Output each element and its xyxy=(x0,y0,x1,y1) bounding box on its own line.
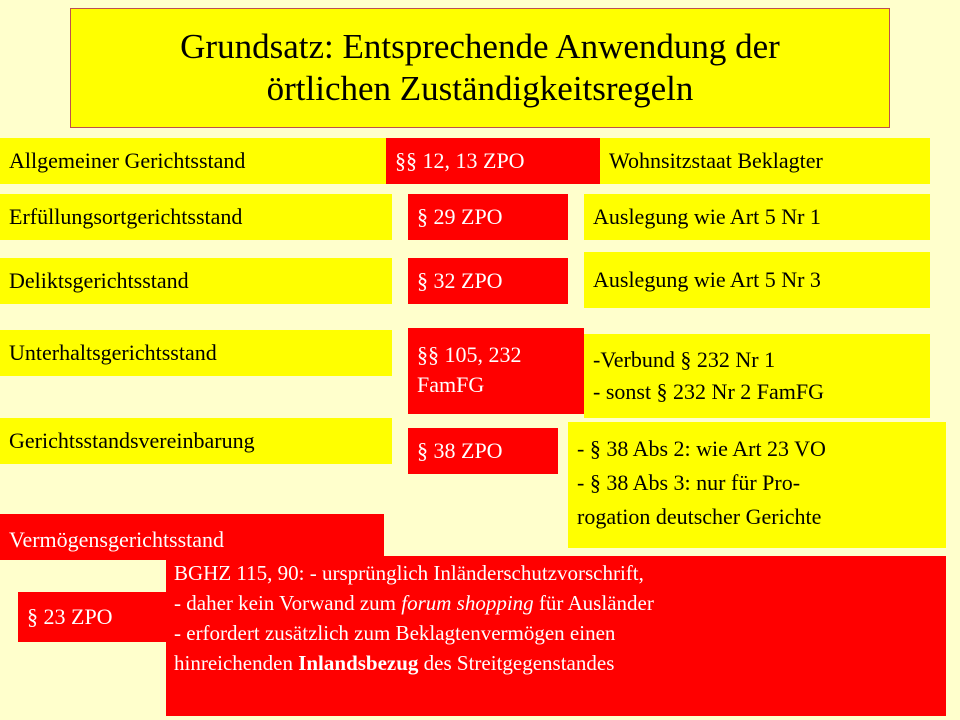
forum-shopping-term: forum shopping xyxy=(401,591,534,615)
norm-38-zpo xyxy=(408,428,558,474)
label-allgemeiner-gerichtsstand xyxy=(0,138,390,184)
label-delikt xyxy=(0,258,392,304)
norm-105-232-famfg xyxy=(408,328,584,414)
note-auslegung-art-5-nr-1 xyxy=(584,194,930,240)
title-line-2: örtlichen Zuständigkeitsregeln xyxy=(266,69,694,108)
norm-29-zpo xyxy=(408,194,568,240)
label-text: Vermögensgerichtsstand xyxy=(9,527,225,552)
note-line-2: - sonst § 232 Nr 2 FamFG xyxy=(593,379,825,404)
bghz-explanation xyxy=(166,556,946,716)
bghz-line-2-pre: - daher kein Vorwand zum xyxy=(174,591,402,615)
bghz-line-1: BGHZ 115, 90: - ursprünglich Inländerschutzvorschrift, xyxy=(174,561,644,585)
norm-text: §§ 12, 13 ZPO xyxy=(395,148,525,173)
norm-12-13-zpo xyxy=(386,138,600,184)
note-line-1: -Verbund § 232 Nr 1 xyxy=(593,347,776,372)
note-wohnsitzstaat xyxy=(600,138,930,184)
title-line-1: Grundsatz: Entsprechende Anwendung der xyxy=(180,27,780,66)
note-line-2: - § 38 Abs 3: nur für Pro- xyxy=(577,470,801,495)
label-erfuellungsort xyxy=(0,194,392,240)
norm-text: § 23 ZPO xyxy=(27,604,113,629)
bghz-line-3: - erfordert zusätzlich zum Beklagtenvermögen einen xyxy=(174,621,616,645)
note-line-3: rogation deutscher Gerichte xyxy=(577,504,822,529)
label-text: Erfüllungsortgerichtsstand xyxy=(9,204,243,229)
norm-line-2: FamFG xyxy=(417,372,485,397)
bghz-line-4 xyxy=(174,648,938,678)
inlandsbezug-term: Inlandsbezug xyxy=(298,651,419,675)
bghz-line-2-post: für Ausländer xyxy=(533,591,654,615)
bghz-line-4-pre: hinreichenden xyxy=(174,651,299,675)
bghz-line-4-post: des Streitgegenstandes xyxy=(418,651,615,675)
norm-line-1: §§ 105, 232 xyxy=(417,342,522,367)
label-text: Unterhaltsgerichtsstand xyxy=(9,340,217,365)
note-text: Auslegung wie Art 5 Nr 1 xyxy=(593,204,821,229)
norm-23-zpo xyxy=(18,592,166,642)
label-text: Gerichtsstandsvereinbarung xyxy=(9,428,255,453)
norm-text: § 32 ZPO xyxy=(417,268,503,293)
label-text: Allgemeiner Gerichtsstand xyxy=(9,148,246,173)
norm-text: § 38 ZPO xyxy=(417,438,503,463)
label-gerichtsstandsvereinbarung xyxy=(0,418,392,464)
note-text: Auslegung wie Art 5 Nr 3 xyxy=(593,267,821,292)
norm-text: § 29 ZPO xyxy=(417,204,503,229)
label-text: Deliktsgerichtsstand xyxy=(9,268,189,293)
bghz-line-2 xyxy=(174,588,938,618)
label-unterhalt xyxy=(0,330,392,376)
note-line-1: - § 38 Abs 2: wie Art 23 VO xyxy=(577,436,826,461)
label-vermoegensgerichtsstand xyxy=(0,514,384,560)
note-text: Wohnsitzstaat Beklagter xyxy=(609,148,823,173)
note-verbund xyxy=(584,334,930,418)
note-auslegung-art-5-nr-3 xyxy=(584,252,930,308)
slide-title xyxy=(70,8,890,128)
note-38-abs xyxy=(568,422,946,548)
norm-32-zpo xyxy=(408,258,568,304)
